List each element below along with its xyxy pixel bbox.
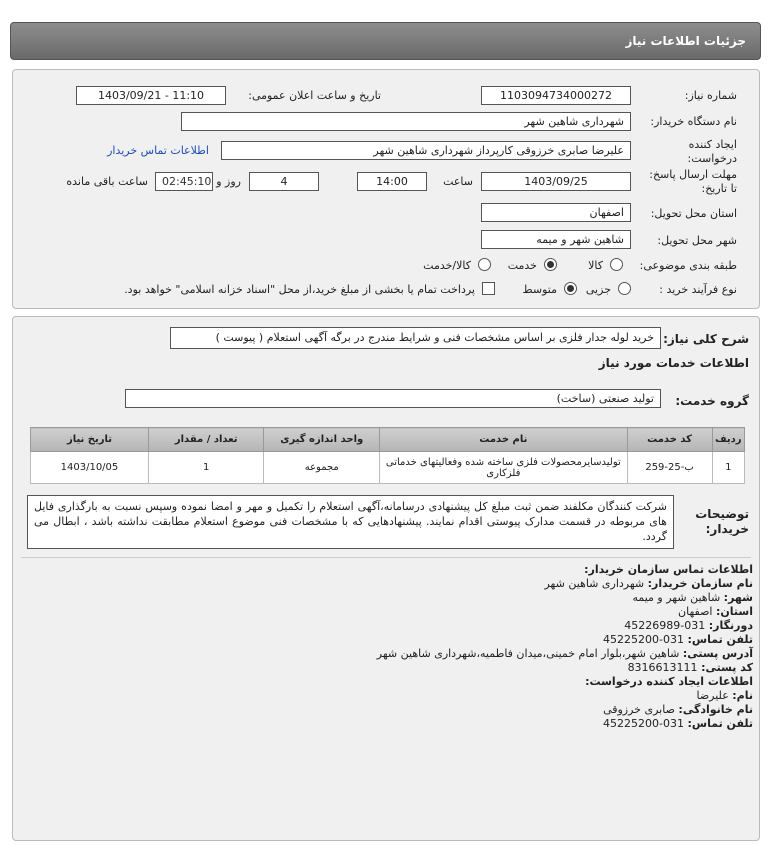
cell-code: ب-25-259 [627, 452, 712, 484]
treasury-note: پرداخت تمام یا بخشی از مبلغ خرید،از محل "اسناد خزانه اسلامی" خواهد بود. [124, 283, 475, 296]
need-number-field: 1103094734000272 [481, 86, 631, 105]
remaining-field: 02:45:10 [155, 172, 213, 191]
remaining-label: ساعت باقی مانده [66, 175, 148, 188]
buyer-contact-city-label: شهر: [723, 591, 753, 604]
buyer-contact-address-value: شاهین شهر،بلوار امام خمینی،میدان فاطمیه،شهرداری شاهین شهر [376, 647, 680, 660]
col-code-header: کد خدمت [627, 428, 712, 452]
creator-label-2: درخواست: [687, 152, 737, 165]
category-radio-goods[interactable] [610, 258, 623, 271]
buyer-contact-province [678, 605, 753, 619]
cell-row: 1 [712, 452, 744, 484]
announce-field: 1403/09/21 - 11:10 [76, 86, 226, 105]
cell-name: تولیدسایرمحصولات فلزی ساخته شده وفعالیتهای خدماتی فلزکاری [380, 452, 628, 484]
col-unit-header: واحد اندازه گیری [264, 428, 380, 452]
divider [21, 557, 751, 558]
summary-field: خرید لوله جدار فلزی بر اساس مشخصات فنی و شرایط مندرج در برگه آگهی استعلام ( پیوست ) [170, 327, 661, 349]
deadline-label: مهلت ارسال پاسخ: [649, 168, 737, 181]
deadline-label-2: تا تاریخ: [701, 182, 737, 195]
buyer-contact-link[interactable]: اطلاعات تماس خریدار [107, 144, 209, 157]
buyer-contact-address [377, 647, 753, 661]
page-header [10, 22, 761, 60]
buyer-contact-heading-text: اطلاعات تماس سازمان خریدار: [584, 563, 753, 576]
creator-contact-heading-text: اطلاعات ایجاد کننده درخواست: [585, 675, 753, 688]
creator-contact-family-value: صابری خرزوقی [603, 703, 675, 716]
table-row [31, 452, 745, 484]
buyer-contact-phone [603, 633, 753, 647]
page-title: جزئیات اطلاعات نیاز [625, 34, 746, 48]
category-radio-goods-service[interactable] [478, 258, 491, 271]
col-name-header: نام خدمت [380, 428, 628, 452]
buyer-notes-field: شرکت کنندگان مکلفند ضمن ثبت مبلغ کل پیشنهادی درسامانه،آگهی استعلام را تکمیل و مهر و امضا نموده وسپس نسبت به بارگذاری فایل های مربوطه در قسمت مدارک پیوستی اقدام نمایند. پیشنهادهایی که با مشخصات فنی موضوع استعلام مطابقت نداشته باشد ، ابطال می گردد. [27, 495, 674, 549]
province-label: استان محل تحویل: [650, 207, 737, 220]
buyer-org-field: شهرداری شاهین شهر [181, 112, 631, 131]
col-qty-header: تعداد / مقدار [148, 428, 264, 452]
process-radio-medium[interactable] [564, 282, 577, 295]
days-field: 4 [249, 172, 319, 191]
cell-date: 1403/10/05 [31, 452, 149, 484]
buyer-contact-province-label: استان: [716, 605, 753, 618]
buyer-notes-label-2: خریدار: [705, 522, 749, 536]
buyer-contact-province-value: اصفهان [678, 605, 713, 618]
days-label: روز و [216, 175, 241, 188]
need-info-panel [12, 69, 760, 309]
col-date-header: تاریخ نیاز [31, 428, 149, 452]
treasury-checkbox[interactable] [482, 282, 495, 295]
buyer-contact-heading [584, 563, 753, 577]
creator-contact-phone-label: تلفن تماس: [687, 717, 753, 730]
buyer-org-label: نام دستگاه خریدار: [650, 115, 737, 128]
services-table [30, 427, 745, 484]
buyer-contact-fax [624, 619, 753, 633]
buyer-contact-address-label: آدرس پستی: [682, 647, 753, 660]
category-label: طبقه بندی موضوعی: [639, 259, 737, 272]
services-heading: اطلاعات خدمات مورد نیاز [598, 356, 749, 370]
service-group-field: تولید صنعتی (ساخت) [125, 389, 661, 408]
summary-label: شرح کلی نیاز: [663, 332, 749, 346]
creator-contact-phone [603, 717, 753, 731]
buyer-notes-label: توضیحات [695, 507, 749, 521]
creator-contact-phone-value: 031-45225200 [603, 717, 685, 730]
buyer-contact-phone-label: تلفن تماس: [687, 633, 753, 646]
time-label: ساعت [443, 175, 473, 188]
deadline-time-field: 14:00 [357, 172, 427, 191]
col-row-header: ردیف [712, 428, 744, 452]
creator-label: ایجاد کننده [688, 138, 737, 151]
process-radio-minor[interactable] [618, 282, 631, 295]
creator-contact-name-value: علیرضا [696, 689, 729, 702]
details-panel [12, 316, 760, 841]
table-header-row [31, 428, 745, 452]
buyer-contact-fax-value: 031-45226989 [624, 619, 706, 632]
category-option-goods-service: کالا/خدمت [423, 259, 471, 272]
creator-contact-name-label: نام: [732, 689, 753, 702]
creator-contact-family [603, 703, 753, 717]
province-field: اصفهان [481, 203, 631, 222]
buyer-contact-postal [628, 661, 753, 675]
cell-qty: 1 [148, 452, 264, 484]
buyer-contact-org-value: شهرداری شاهین شهر [544, 577, 645, 590]
category-radio-service[interactable] [544, 258, 557, 271]
category-option-goods: کالا [588, 259, 603, 272]
creator-contact-name [696, 689, 753, 703]
process-option-minor: جزیی [585, 283, 611, 296]
service-group-label: گروه خدمت: [675, 394, 749, 408]
deadline-date-field: 1403/09/25 [481, 172, 631, 191]
buyer-contact-city-value: شاهین شهر و میمه [632, 591, 721, 604]
process-option-medium: متوسط [522, 283, 557, 296]
city-label: شهر محل تحویل: [657, 234, 737, 247]
need-number-label: شماره نیاز: [684, 89, 737, 102]
cell-unit: مجموعه [264, 452, 380, 484]
buyer-contact-org-label: نام سازمان خریدار: [647, 577, 753, 590]
buyer-contact-city [632, 591, 753, 605]
creator-contact-heading [585, 675, 753, 689]
buyer-contact-org [544, 577, 753, 591]
creator-contact-family-label: نام خانوادگی: [678, 703, 753, 716]
buyer-contact-postal-value: 8316613111 [627, 661, 698, 674]
announce-label: تاریخ و ساعت اعلان عمومی: [248, 89, 381, 102]
process-label: نوع فرآیند خرید : [659, 283, 737, 296]
creator-field: علیرضا صابری خرزوقی کارپرداز شهرداری شاهین شهر [221, 141, 631, 160]
buyer-contact-postal-label: کد پستی: [701, 661, 753, 674]
category-option-service: خدمت [507, 259, 537, 272]
city-field: شاهین شهر و میمه [481, 230, 631, 249]
buyer-contact-phone-value: 031-45225200 [603, 633, 685, 646]
buyer-contact-fax-label: دورنگار: [708, 619, 753, 632]
